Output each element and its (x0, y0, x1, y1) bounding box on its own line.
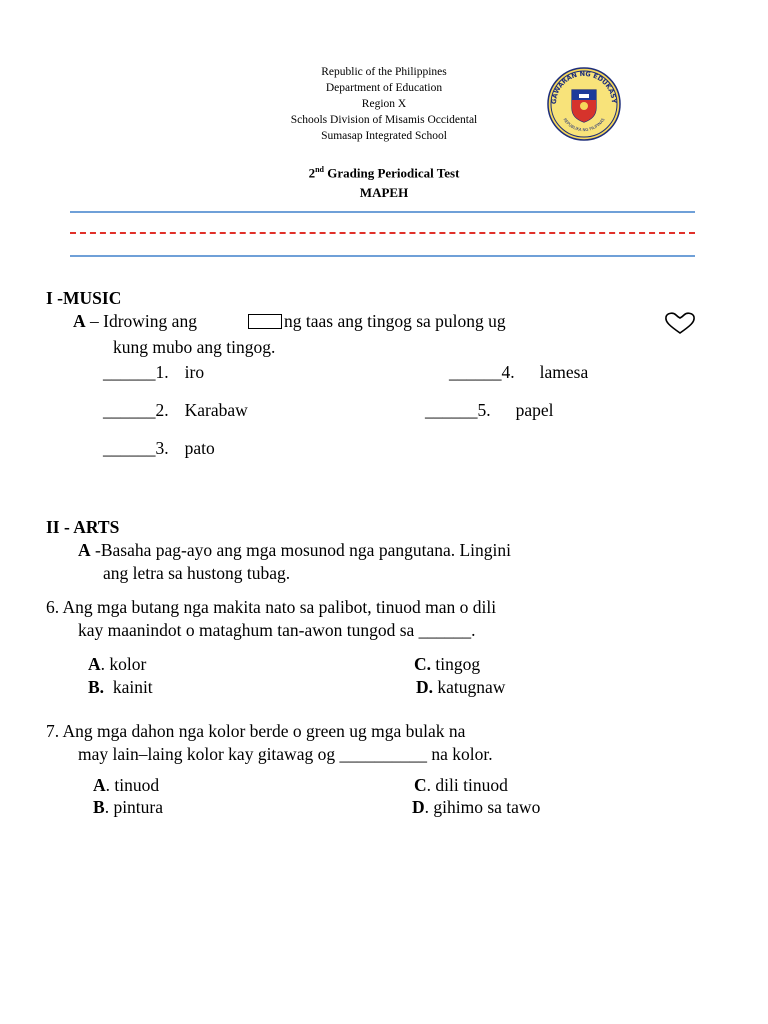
arts-instruction-line1: A -Basaha pag-ayo ang mga mosunod nga pangutana. Lingini (78, 540, 512, 560)
top-blue-line (70, 211, 695, 213)
music-item-4: ______4. lamesa (449, 362, 589, 382)
header-line-school: Sumasap Integrated School (321, 130, 447, 142)
header-line-division: Schools Division of Misamis Occidental (290, 114, 478, 126)
deped-seal-logo (543, 66, 625, 142)
music-item-1: ______1. iro (103, 362, 205, 382)
music-heading: I -MUSIC (46, 288, 122, 308)
q7-choice-c: C. dili tinuod (414, 775, 508, 795)
q6-choice-d: D. katugnaw (416, 677, 506, 697)
header-line-republic: Republic of the Philippines (321, 66, 447, 78)
q7-choice-d: D. gihimo sa tawo (412, 797, 541, 817)
question-7-line2: may lain–laing kolor kay gitawag og __________ na kolor. (78, 744, 493, 764)
q6-choice-c: C. tingog (414, 654, 481, 674)
question-6-line1: 6. Ang mga butang nga makita nato sa palibot, tinuod man o dili (46, 597, 497, 617)
music-instruction-line2: kung mubo ang tingog. (113, 337, 276, 357)
q7-choice-b: B. pintura (93, 797, 164, 817)
header-line-department: Department of Education (325, 82, 443, 94)
arts-heading: II - ARTS (46, 517, 120, 537)
test-subject: MAPEH (359, 185, 409, 200)
q6-choice-a: A. kolor (88, 654, 147, 674)
q6-choice-b: B. kainit (88, 677, 153, 697)
header-line-region: Region X (361, 98, 407, 110)
music-item-3: ______3. pato (103, 438, 215, 458)
heart-shape-icon (664, 311, 696, 340)
music-item-2: ______2. Karabaw (103, 400, 248, 420)
test-title: 2nd Grading Periodical Test (308, 165, 460, 181)
seal-bottom-text: REPUBLIKA NG PILIPINAS (562, 117, 606, 133)
red-dashed-line (70, 232, 695, 234)
rectangle-shape-icon (248, 314, 282, 332)
question-7-line1: 7. Ang mga dahon nga kolor berde o green ug mga bulak na (46, 721, 466, 741)
music-instruction-line1b: ng taas ang tingog sa pulong ug (284, 311, 506, 331)
bottom-blue-line (70, 255, 695, 257)
q7-choice-a: A. tinuod (93, 775, 160, 795)
arts-instruction-line2: ang letra sa hustong tubag. (103, 563, 291, 583)
music-item-5: ______5. papel (425, 400, 554, 420)
music-instruction-line1: A – Idrowing ang (73, 311, 197, 331)
question-6-line2: kay maanindot o mataghum tan-awon tungod sa ______. (78, 620, 476, 640)
seal-top-text: GAWARAN NG EDUKASY (549, 69, 619, 105)
